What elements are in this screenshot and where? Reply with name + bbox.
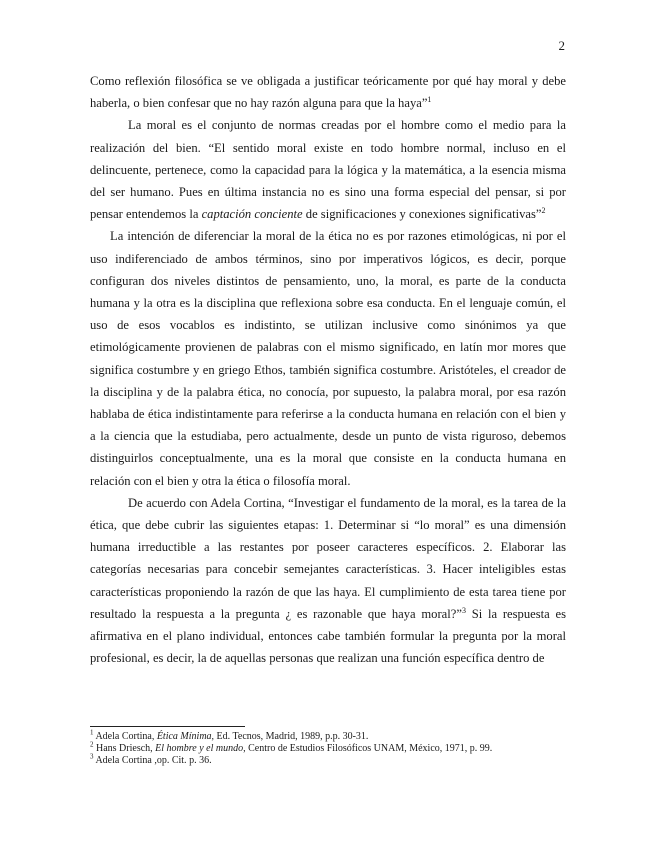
footnote-1 bbox=[90, 728, 566, 743]
footnote-mark: 1 bbox=[90, 728, 94, 737]
body-text bbox=[90, 70, 566, 669]
paragraph-3 bbox=[90, 225, 566, 491]
footnote-ref-1: 1 bbox=[427, 95, 432, 105]
paragraph-1 bbox=[90, 70, 566, 114]
footnote-title: op. Cit. bbox=[156, 755, 187, 767]
page-number: 2 bbox=[558, 38, 565, 53]
emphasis-text: captación conciente bbox=[201, 207, 303, 222]
paragraph-text: de significaciones y conexiones significativas” bbox=[302, 207, 542, 222]
footnote-text: Adela Cortina , bbox=[93, 755, 157, 767]
paragraph-4 bbox=[90, 492, 566, 670]
paragraph-text: La intención de diferenciar la moral de la ética no es por razones etimológicas, ni por el uso indiferenciado de ambos términos, sino por imperativos lógicos, es decir, porque configuran dos niveles distintos de pensamiento, uno, la moral, es parte de la conducta humana y la otra es la disciplina que reflexiona sobre esa conducta. En el lenguaje común, el uso de esos vocablos es indistinto, se utilizan inclusive como sinónimos ya que etimológicamente provienen de palabras con el mismo significado, en latín mor mores que significa costumbre y en griego Ethos, también significa costumbre. Aristóteles, el creador de la disciplina y de la palabra ética, no conocía, por supuesto, la palabra moral, por esa razón hablaba de ética indistintamente para referirse a la conducta humana en relación con el bien y a la ciencia que la estudiaba, pero actualmente, desde un punto de vista riguroso, debemos distinguirlos conceptualmente, una es la moral que consiste en la conducta humana en relación con el bien y otra la ética o filosofía moral. bbox=[90, 229, 566, 488]
footnote-mark: 2 bbox=[90, 740, 94, 749]
paragraph-text: La moral es el conjunto de normas creadas por el hombre como el medio para la realización del bien. “El sentido moral existe en todo hombre normal, incluso en el delincuente, pertenece, como la capacidad para la lógica y la matemática, a la esencia misma del ser humano. Pues en última instancia no es sino una forma especial del pensar, si por pensar entendemos la bbox=[90, 118, 566, 222]
paragraph-text: Si la respuesta es afirmativa en el plano individual, entonces cabe también formular la pregunta por la moral profesional, es decir, la de aquellas personas que realizan una función específica dentro de bbox=[90, 606, 566, 666]
footnote-2 bbox=[90, 740, 566, 755]
footnote-title: Ética Mínima, bbox=[156, 731, 215, 742]
footnote-text: Ed. Tecnos, Madrid, 1989, p.p. 30-31. bbox=[214, 731, 369, 742]
paragraph-text: De acuerdo con Adela Cortina, “Investigar el fundamento de la moral, es la tarea de la ética, que debe cubrir las siguientes etapas: 1. Determinar si “lo moral” es una dimensión humana irreductible a las restantes por poseer caracteres específicos. 2. Elaborar las categorías necesarias para concebir semejantes características. 3. Hacer inteligibles estas características proponiendo la razón de que las haya. El cumplimiento de esta tarea tiene por resultado la respuesta a la pregunta ¿ es razonable que haya moral?” bbox=[90, 495, 566, 621]
footnote-ref-2: 2 bbox=[541, 206, 546, 216]
footnote-text: Hans Driesch, bbox=[93, 743, 156, 755]
footnote-3 bbox=[90, 755, 566, 767]
footnote-text: p. 36. bbox=[186, 755, 212, 767]
paragraph-2 bbox=[90, 114, 566, 225]
footnote-text: Centro de Estudios Filosóficos UNAM, México, 1971, p. 99. bbox=[245, 743, 493, 755]
footnotes bbox=[90, 728, 566, 768]
footnote-ref-3: 3 bbox=[461, 605, 466, 615]
paragraph-text: Como reflexión filosófica se ve obligada a justificar teóricamente por qué hay moral y debe haberla, o bien confesar que no hay razón alguna para que la haya” bbox=[90, 74, 566, 111]
footnote-separator bbox=[90, 726, 245, 727]
footnote-text: Adela Cortina, bbox=[93, 731, 157, 742]
footnote-title: El hombre y el mundo, bbox=[155, 743, 246, 755]
footnote-mark: 3 bbox=[90, 753, 94, 762]
